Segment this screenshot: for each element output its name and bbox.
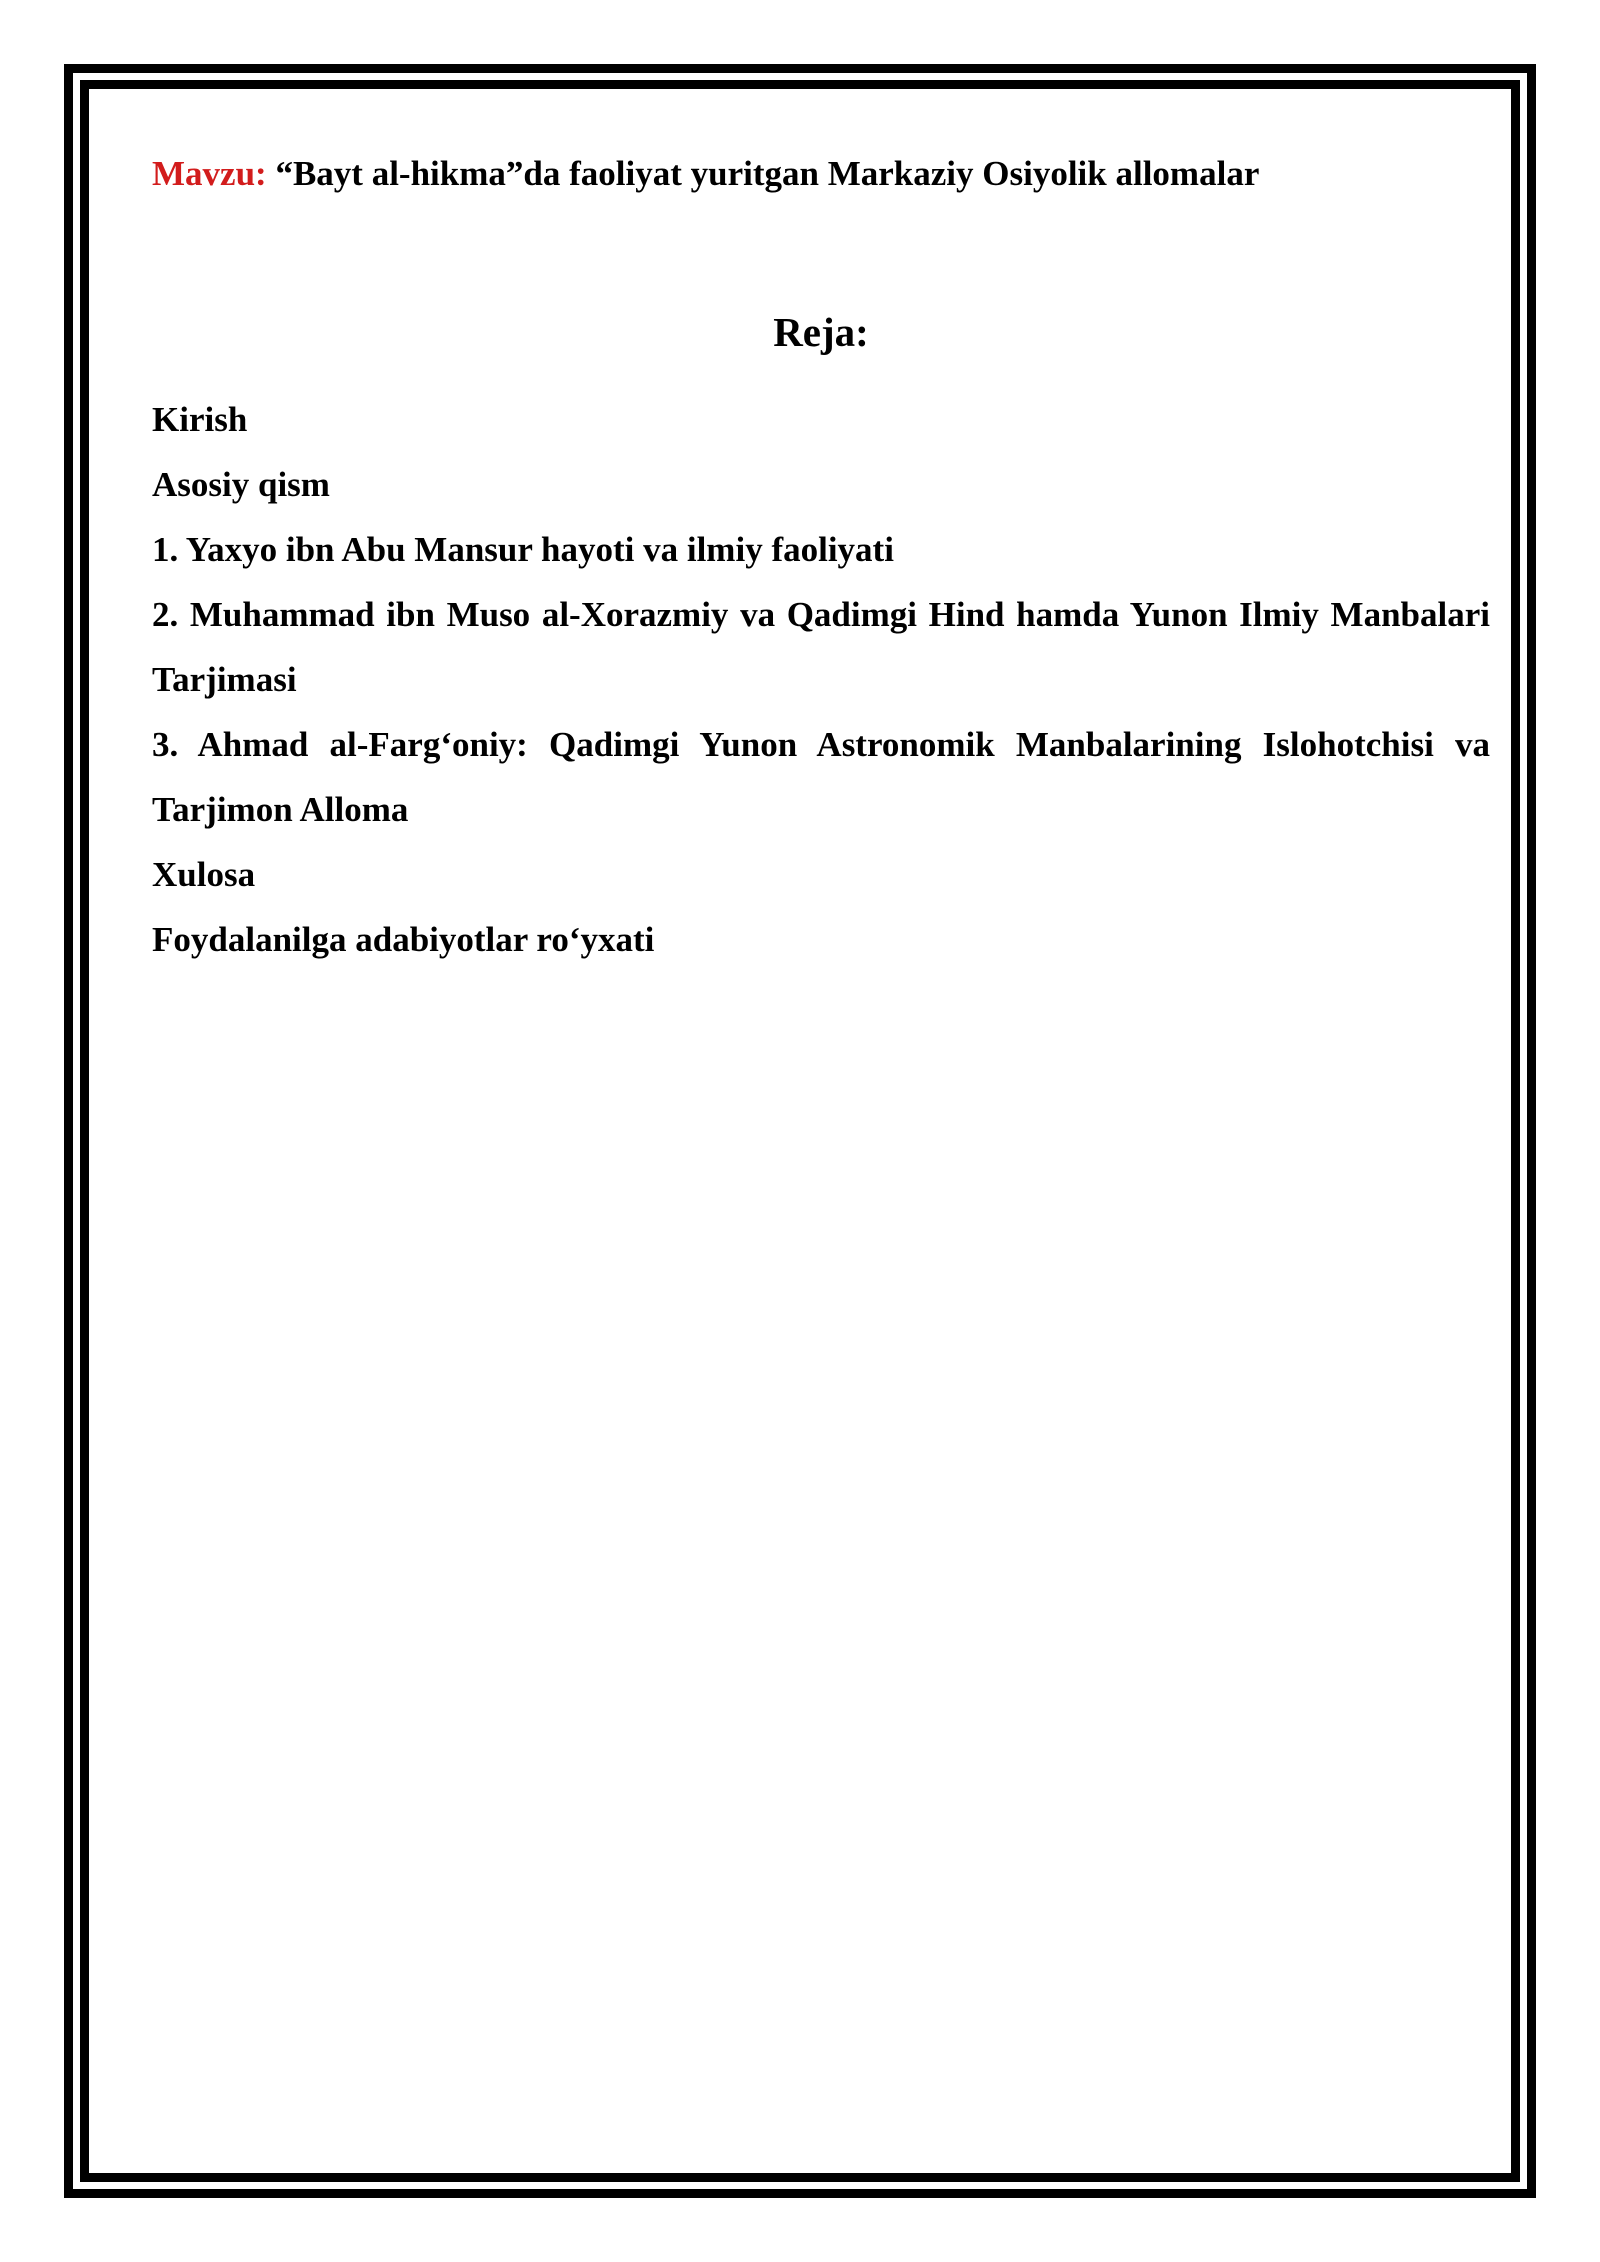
plan-item-3: 3. Ahmad al-Farg‘oniy: Qadimgi Yunon Astronomik Manbalarining Islohotchisi va Tarjimon Alloma [152, 725, 1490, 829]
plan-item-2: 2. Muhammad ibn Muso al-Xorazmiy va Qadimgi Hind hamda Yunon Ilmiy Manbalari Tarjimasi [152, 595, 1490, 699]
plan-list [152, 387, 1490, 972]
plan-item-conclusion: Xulosa [152, 855, 256, 894]
plan-heading: Reja: [773, 309, 869, 355]
topic-label: Mavzu: [152, 154, 267, 193]
topic-text: “Bayt al-hikma”da faoliyat yuritgan Markaziy Osiyolik allomalar [275, 154, 1260, 193]
plan-item-1: 1. Yaxyo ibn Abu Mansur hayoti va ilmiy faoliyati [152, 530, 894, 569]
topic-line [152, 154, 1490, 194]
plan-item-main-part: Asosiy qism [152, 465, 330, 504]
plan-item-introduction: Kirish [152, 400, 248, 439]
plan-item-bibliography: Foydalanilga adabiyotlar ro‘yxati [152, 920, 655, 959]
